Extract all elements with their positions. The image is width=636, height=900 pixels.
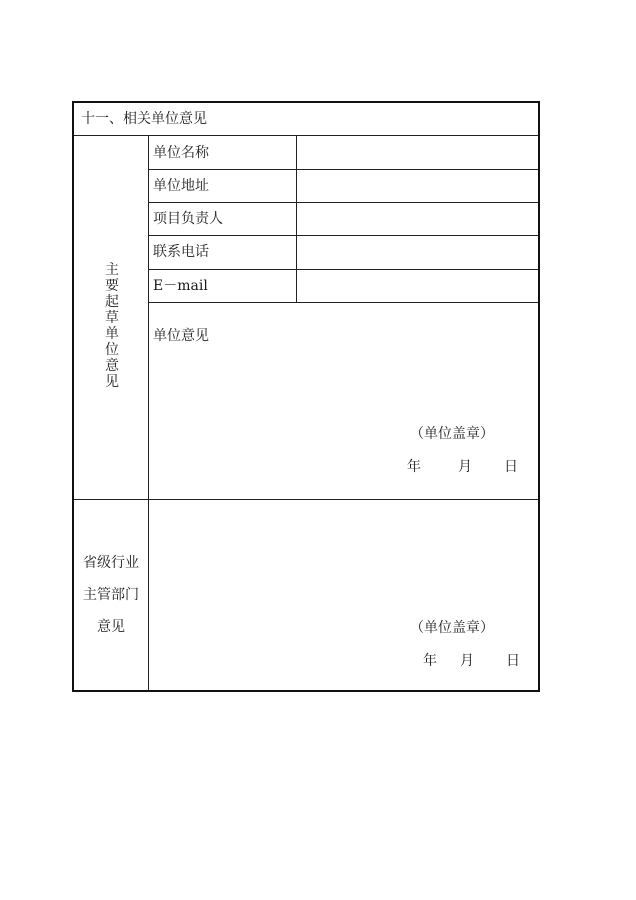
provincial-label-line-1: 省级行业 [83, 555, 139, 571]
field-label-unit-name: 单位名称 [153, 145, 209, 161]
unit-date-day: 日 [504, 459, 518, 475]
field-label-project-lead: 项目负责人 [153, 211, 223, 227]
unit-date-month: 月 [458, 459, 472, 475]
rule-field-1 [149, 169, 538, 170]
field-value-email[interactable] [298, 271, 536, 301]
rule-label-column [148, 136, 149, 690]
section-title: 十一、相关单位意见 [81, 111, 207, 127]
rule-field-5 [149, 302, 538, 303]
unit-opinion-label: 单位意见 [153, 328, 209, 344]
field-label-email: E－mail [153, 278, 208, 294]
rule-field-4 [149, 269, 538, 270]
rule-field-3 [149, 235, 538, 236]
provincial-date-month: 月 [460, 653, 474, 669]
field-label-phone: 联系电话 [153, 244, 209, 260]
rule-section-divider [74, 499, 538, 500]
opinion-form-table [72, 101, 540, 692]
field-value-unit-name[interactable] [298, 137, 536, 168]
field-value-project-lead[interactable] [298, 204, 536, 234]
provincial-date-year: 年 [423, 653, 437, 669]
rule-field-2 [149, 202, 538, 203]
rule-title-bottom [74, 135, 538, 136]
field-label-unit-address: 单位地址 [153, 178, 209, 194]
rule-value-column [296, 136, 297, 302]
main-unit-label: 主要起草单位意见 [105, 262, 119, 390]
provincial-seal-text: （单位盖章） [410, 620, 494, 636]
unit-seal-text: （单位盖章） [410, 426, 494, 442]
field-value-phone[interactable] [298, 237, 536, 268]
field-value-unit-address[interactable] [298, 171, 536, 201]
provincial-date-day: 日 [506, 653, 520, 669]
provincial-label-line-2: 主管部门 [83, 587, 139, 603]
unit-date-year: 年 [407, 459, 421, 475]
provincial-label-line-3: 意见 [97, 619, 125, 635]
